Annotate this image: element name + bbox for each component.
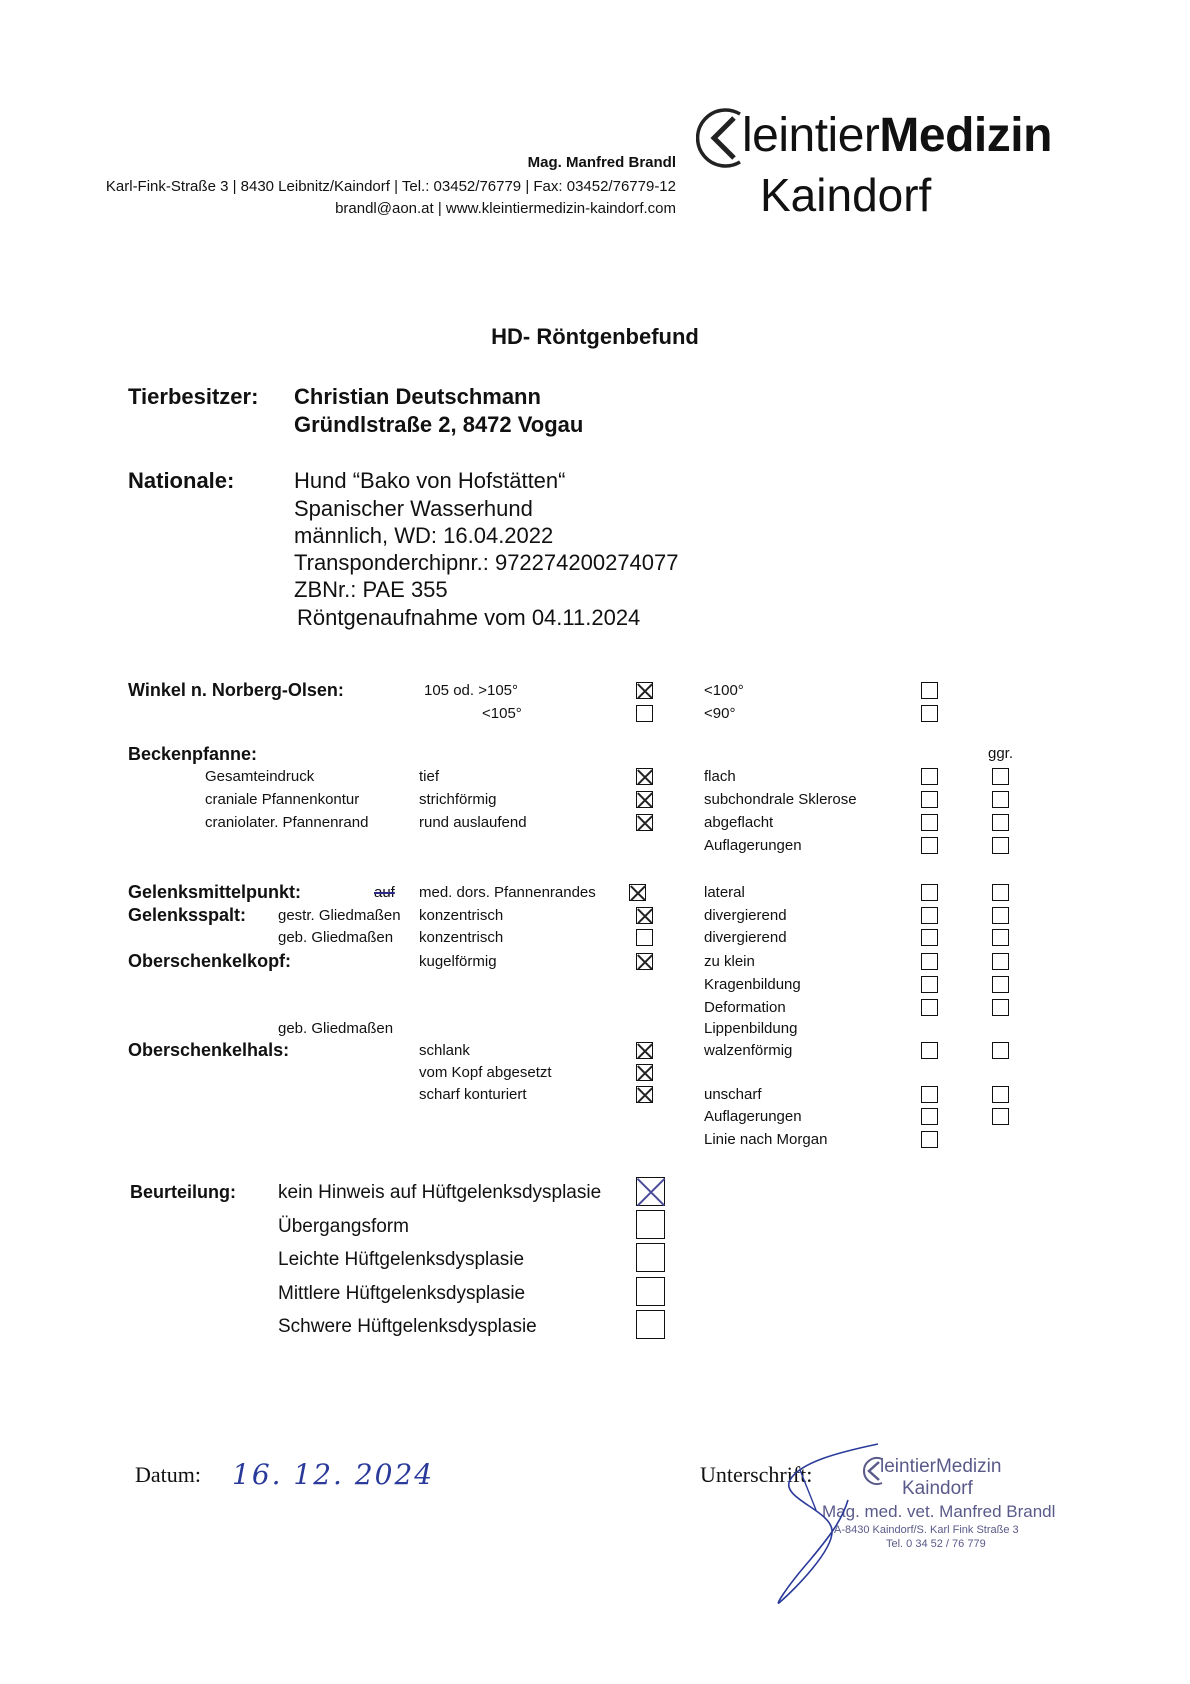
becken-abnormal: Auflagerungen <box>704 837 802 854</box>
checkbox-becken-flach[interactable] <box>921 768 938 785</box>
checkbox-spalt-geb-div[interactable] <box>921 929 938 946</box>
spalt-normal1: konzentrisch <box>419 907 504 924</box>
hals-abnormal: unscharf <box>704 1086 762 1103</box>
checkbox-kopf-klein-ggr[interactable] <box>992 953 1009 970</box>
nationale-line: männlich, WD: 16.04.2022 <box>294 523 554 548</box>
checkbox-winkel-lt100[interactable] <box>921 682 938 699</box>
checkbox-spalt-gestr-div-ggr[interactable] <box>992 907 1009 924</box>
spalt-abnormal1: divergierend <box>704 907 787 924</box>
checkbox-mittelpunkt-lateral-ggr[interactable] <box>992 884 1009 901</box>
checkbox-becken-sklerose[interactable] <box>921 791 938 808</box>
checkbox-winkel-lt90[interactable] <box>921 705 938 722</box>
owner-address: Gründlstraße 2, 8472 Vogau <box>294 412 584 437</box>
checkbox-hals-unscharf-ggr[interactable] <box>992 1086 1009 1103</box>
stamp-line5: Tel. 0 34 52 / 76 779 <box>886 1538 986 1550</box>
checkbox-kopf-kragen[interactable] <box>921 976 938 993</box>
beurteilung-label: Beurteilung: <box>130 1182 236 1202</box>
becken-item: craniolater. Pfannenrand <box>205 814 369 831</box>
checkbox-hals-morgan[interactable] <box>921 1131 938 1148</box>
hals-normal: schlank <box>419 1042 470 1059</box>
ggr-label: ggr. <box>988 745 1014 762</box>
beurteilung-option: Übergangsform <box>278 1216 409 1237</box>
winkel-label: Winkel n. Norberg-Olsen: <box>128 680 344 700</box>
spalt-sub2: geb. Gliedmaßen <box>278 929 394 946</box>
checkbox-kopf-deform[interactable] <box>921 999 938 1016</box>
winkel-opt4: <90° <box>704 705 736 722</box>
unterschrift-label: Unterschrift: <box>700 1462 813 1487</box>
checkbox-becken-strich[interactable] <box>636 791 653 808</box>
checkbox-hals-walzen[interactable] <box>921 1042 938 1059</box>
checkbox-becken-auflagerungen[interactable] <box>921 837 938 854</box>
nationale-line: Röntgenaufnahme vom 04.11.2024 <box>297 605 641 630</box>
hals-normal: vom Kopf abgesetzt <box>419 1064 552 1081</box>
checkbox-becken-tief[interactable] <box>636 768 653 785</box>
checkbox-hals-schlank[interactable] <box>636 1042 653 1059</box>
datum-value[interactable]: 16. 12. 2024 <box>232 1458 435 1491</box>
checkbox-beurteilung-kein[interactable] <box>636 1177 665 1206</box>
kopf-normal: kugelförmig <box>419 953 497 970</box>
hals-abnormal: Auflagerungen <box>704 1108 802 1125</box>
checkbox-hals-scharf[interactable] <box>636 1086 653 1103</box>
checkbox-spalt-geb-div-ggr[interactable] <box>992 929 1009 946</box>
beurteilung-option: kein Hinweis auf Hüftgelenksdysplasie <box>278 1182 602 1203</box>
mittelpunkt-label: Gelenksmittelpunkt: <box>128 882 302 902</box>
spalt-abnormal2: divergierend <box>704 929 787 946</box>
checkbox-spalt-gestr-div[interactable] <box>921 907 938 924</box>
nationale-line: Spanischer Wasserhund <box>294 496 533 521</box>
checkbox-spalt-geb-konz[interactable] <box>636 929 653 946</box>
mittelpunkt-abnormal: lateral <box>704 884 745 901</box>
nationale-line: ZBNr.: PAE 355 <box>294 577 448 602</box>
checkbox-beurteilung-schwer[interactable] <box>636 1310 665 1339</box>
checkbox-kopf-klein[interactable] <box>921 953 938 970</box>
winkel-opt1: 105 od. >105° <box>424 682 518 699</box>
logo-line2: Kaindorf <box>760 169 932 221</box>
beurteilung-option: Leichte Hüftgelenksdysplasie <box>278 1249 525 1270</box>
checkbox-hals-auflag-ggr[interactable] <box>992 1108 1009 1125</box>
checkbox-spalt-gestr-konz[interactable] <box>636 907 653 924</box>
hals-normal: scharf konturiert <box>419 1086 527 1103</box>
logo-line1: leintierMedizin <box>742 109 1052 162</box>
checkbox-becken-abgeflacht[interactable] <box>921 814 938 831</box>
hals-sub: geb. Gliedmaßen <box>278 1020 394 1037</box>
becken-abnormal: subchondrale Sklerose <box>704 791 857 808</box>
nationale-line: Hund “Bako von Hofstätten“ <box>294 468 566 493</box>
checkbox-kopf-deform-ggr[interactable] <box>992 999 1009 1016</box>
spalt-label: Gelenksspalt: <box>128 905 247 925</box>
checkbox-beurteilung-leicht[interactable] <box>636 1243 665 1272</box>
checkbox-hals-auflag[interactable] <box>921 1108 938 1125</box>
mittelpunkt-struck: auf <box>374 884 395 901</box>
owner-name: Christian Deutschmann <box>294 384 541 409</box>
mittelpunkt-normal: med. dors. Pfannenrandes <box>419 884 596 901</box>
beurteilung-option: Schwere Hüftgelenksdysplasie <box>278 1316 537 1337</box>
signature <box>770 1440 890 1610</box>
checkbox-hals-abgesetzt[interactable] <box>636 1064 653 1081</box>
checkbox-kopf-kugel[interactable] <box>636 953 653 970</box>
becken-item: craniale Pfannenkontur <box>205 791 360 808</box>
becken-normal: tief <box>419 768 440 785</box>
becken-normal: strichförmig <box>419 791 497 808</box>
checkbox-becken-abgeflacht-ggr[interactable] <box>992 814 1009 831</box>
hals-abnormal: Linie nach Morgan <box>704 1131 828 1148</box>
checkbox-becken-auflagerungen-ggr[interactable] <box>992 837 1009 854</box>
winkel-opt3: <100° <box>704 682 744 699</box>
checkbox-hals-unscharf[interactable] <box>921 1086 938 1103</box>
checkbox-beurteilung-uebergang[interactable] <box>636 1210 665 1239</box>
becken-normal: rund auslaufend <box>419 814 527 831</box>
stamp-line1: leintierMedizin <box>880 1456 1002 1477</box>
kopf-abnormal: Lippenbildung <box>704 1020 798 1037</box>
checkbox-becken-rund[interactable] <box>636 814 653 831</box>
checkbox-winkel-lt105[interactable] <box>636 705 653 722</box>
nationale-line: Transponderchipnr.: 972274200274077 <box>294 550 679 575</box>
hals-abnormal: walzenförmig <box>704 1042 793 1059</box>
becken-item: Gesamteindruck <box>205 768 315 785</box>
owner-label: Tierbesitzer: <box>128 384 259 409</box>
beurteilung-option: Mittlere Hüftgelenksdysplasie <box>278 1283 526 1304</box>
page-title: HD- Röntgenbefund <box>491 324 699 349</box>
address-line: Karl-Fink-Straße 3 | 8430 Leibnitz/Kaindorf | Tel.: 03452/76779 | Fax: 03452/76779-12 <box>105 178 676 195</box>
checkbox-mittelpunkt-lateral[interactable] <box>921 884 938 901</box>
checkbox-kopf-kragen-ggr[interactable] <box>992 976 1009 993</box>
contact-line: brandl@aon.at | www.kleintiermedizin-kaindorf.com <box>335 200 676 217</box>
stamp-line2: Kaindorf <box>902 1478 973 1499</box>
kopf-abnormal: Deformation <box>704 999 786 1016</box>
stamp-line3: Mag. med. vet. Manfred Brandl <box>822 1502 1056 1521</box>
kopf-label: Oberschenkelkopf: <box>128 951 292 971</box>
checkbox-mittelpunkt-med[interactable] <box>629 884 646 901</box>
becken-abnormal: flach <box>704 768 736 785</box>
datum-label: Datum: <box>135 1462 201 1487</box>
kopf-abnormal: Kragenbildung <box>704 976 801 993</box>
vet-name: Mag. Manfred Brandl <box>527 154 676 171</box>
spalt-normal2: konzentrisch <box>419 929 504 946</box>
checkbox-winkel-105[interactable] <box>636 682 653 699</box>
kopf-abnormal: zu klein <box>704 953 755 970</box>
stamp-line4: A-8430 Kaindorf/S. Karl Fink Straße 3 <box>834 1524 1019 1536</box>
becken-label: Beckenpfanne: <box>128 744 258 764</box>
hals-label: Oberschenkelhals: <box>128 1040 290 1060</box>
checkbox-becken-sklerose-ggr[interactable] <box>992 791 1009 808</box>
checkbox-becken-flach-ggr[interactable] <box>992 768 1009 785</box>
winkel-opt2: <105° <box>482 705 522 722</box>
nationale-label: Nationale: <box>128 468 235 493</box>
checkbox-hals-walzen-ggr[interactable] <box>992 1042 1009 1059</box>
spalt-sub1: gestr. Gliedmaßen <box>278 907 401 924</box>
becken-abnormal: abgeflacht <box>704 814 774 831</box>
checkbox-beurteilung-mittel[interactable] <box>636 1277 665 1306</box>
